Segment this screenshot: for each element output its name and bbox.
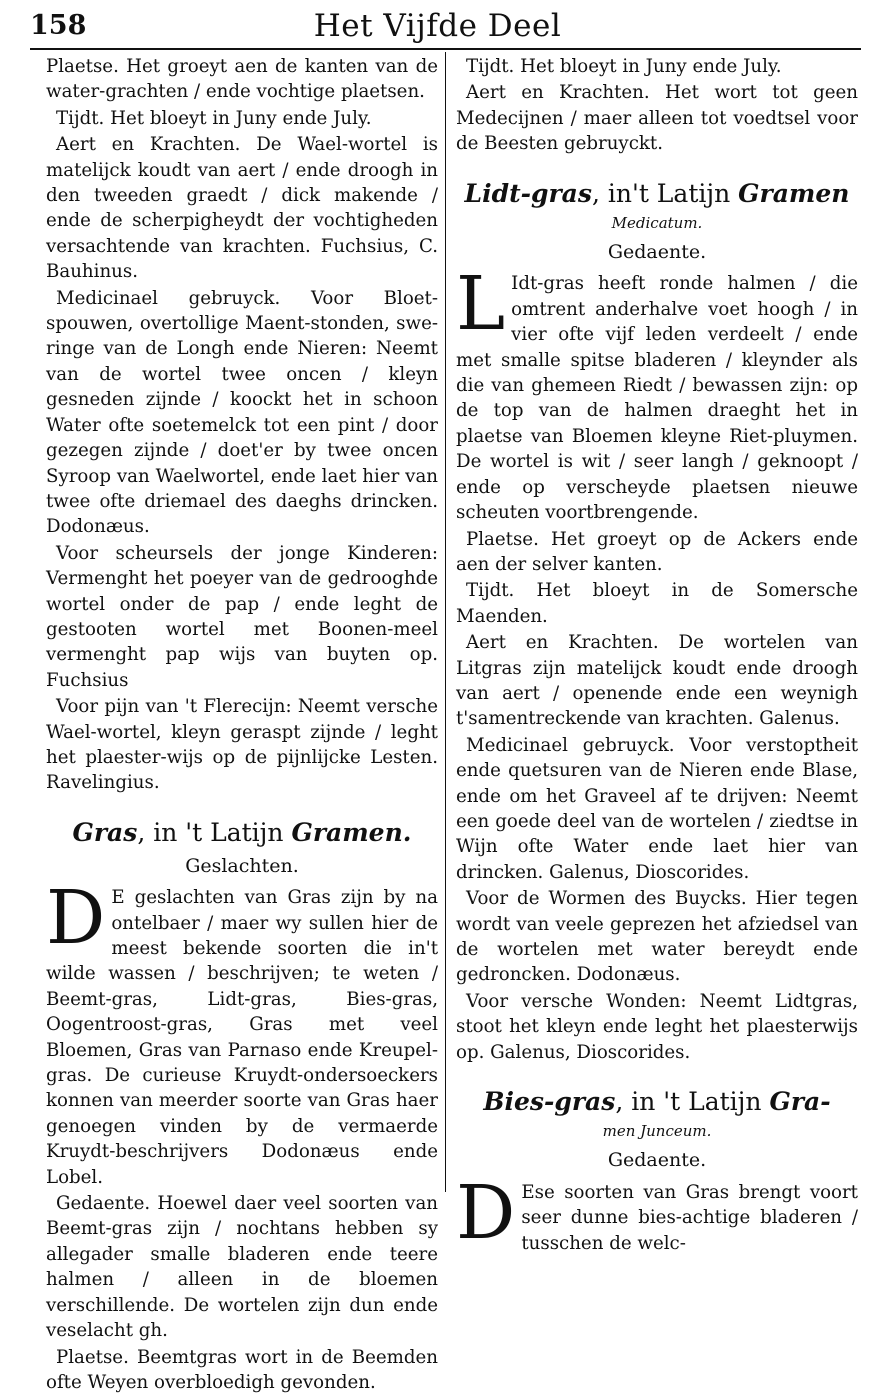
paragraph: Ese soorten van Gras brengt voort seer dunne bies-achtige bladeren / tusschen de welc- [521, 1181, 858, 1254]
paragraph-with-dropcap [46, 885, 438, 1191]
paragraph: Tijdt. Het bloeyt in de Somersche Maenden. [456, 580, 858, 627]
paragraph: Plaetse. Beemtgras wort in de Beemden ofte Weyen overbloedigh gevonden. [46, 1346, 438, 1393]
paragraph: Tijdt. Het bloeyt in Juny ende July. [56, 107, 372, 129]
paragraph: Aert en Krachten. De Wael-wortel is matelijck koudt van aert / ende droogh in den tweeden graedt / dick makende / ende de scherpigheydt der vochtigheden versachtende van krachten. Fuchsius, C. Bauhinus. [46, 134, 438, 283]
paragraph-with-dropcap [456, 1180, 858, 1257]
subheading: Gedaente. [607, 1149, 707, 1172]
paragraph: Tijdt. Het bloeyt in Juny ende July. [466, 56, 782, 77]
header-rule [30, 48, 861, 50]
subheading: Gedaente. [607, 241, 707, 264]
heading-italic: Bies-gras [483, 1087, 616, 1117]
section-heading-gras [46, 818, 438, 848]
paragraph: Voor de Wormen des Buycks. Hier tegen wordt van veele geprezen het afziedsel van de wortelen met water bereydt ende gedroncken. Dodonæus. [456, 888, 858, 986]
drop-cap: D [456, 1179, 516, 1256]
paragraph: Plaetse. Het groeyt op de Ackers ende aen der selver kanten. [456, 528, 858, 575]
left-column [46, 54, 438, 1396]
column-divider [445, 52, 446, 1192]
paragraph: Voor scheursels der jonge Kinderen: Vermenght het poeyer van de gedrooghde wortel onder de pap / ende leght de gestooten wortel met Boonen-meel vermenght pap wijs van buyten op. Fuchsius [46, 542, 438, 691]
heading-italic: Lidt-gras [464, 178, 592, 208]
paragraph: E geslachten van Gras zijn by na ontelbaer / maer wy sullen hier de meest bekende soorten die in't wilde wassen / beschrijven; te weten / Beemt-gras, Lidt-gras, Bies-gras, Oogentroost-gras, Gras met veel Bloemen, Gras van Parnaso ende Kreupel-gras. De curieuse Kruydt-ondersoeckers konnen van meerder soorte van Gras haer genoegen vinden by de vermaerde Kruydt-beschrijvers Dodonæus ende Lobel. [46, 887, 438, 1188]
drop-cap: L [456, 271, 506, 348]
heading-italic: Gras [72, 817, 138, 847]
paragraph: Voor pijn van 't Flerecijn: Neemt versche Wael-wortel, kleyn geraspt zijnde / leght het plaester-wijs op de pijnlijcke Lesten. Ravelingius. [46, 696, 438, 794]
paragraph: Gedaente. Hoewel daer veel soorten van Beemt-gras zijn / nochtans hebben sy allegader smalle bladeren ende teere halmen / alleen in de bloemen verschillende. De wortelen zijn dun ende veselacht gh. [46, 1193, 438, 1342]
heading-latin: Gra- [769, 1087, 831, 1117]
paragraph-with-dropcap [456, 271, 858, 526]
paragraph: Aert en Krachten. Het wort tot geen Medecijnen / maer alleen tot voedtsel voor de Beesten gebruyckt. [456, 82, 858, 155]
section-heading-bies-gras [456, 1087, 858, 1117]
paragraph: Plaetse. Het groeyt aen de kanten van de water-grachten / ende vochtige plaetsen. [46, 56, 438, 103]
heading-latin: Gramen [738, 178, 850, 208]
heading-latin-sub: Medicatum. [611, 213, 703, 232]
running-head: Het Vijfde Deel [313, 8, 562, 44]
page-number: 158 [30, 10, 87, 41]
section-heading-lidt-gras [456, 179, 858, 209]
heading-text: , in't Latijn [591, 178, 731, 208]
paragraph: Aert en Krachten. De wortelen van Litgras zijn matelijck koudt ende droogh van aert / openende ende een weynigh t'samentreckende van krachten. Galenus. [456, 632, 858, 730]
paragraph: Medicinael gebruyck. Voor Bloet-spouwen, overtollige Maent-stonden, sweringe van de Longh ende Nieren: Neemt van de wortel twee oncen / kleyn gesneden zijnde / koockt het in schoon Water ofte soetemelck tot een pint / door gezegen zijnde / doet'er by twee oncen Syroop van Waelwortel, ende laet hier van twee ofte driemael des daeghs drincken. Dodonæus. [46, 287, 438, 538]
heading-latin: Gramen. [291, 817, 412, 847]
paragraph: Idt-gras heeft ronde halmen / die omtrent anderhalve voet hoogh / in vier ofte vijf leden verdeelt / ende met smalle spitse bladeren / kleynder als die van ghemeen Riedt / bewassen zijn: op de top van de halmen draeght het in plaetse van Bloemen kleyne Riet-pluymen. De wortel is wit / seer langh / geknoopt / ende op verscheyde plaetsen nieuwe scheuten voortbrengende. [456, 273, 858, 524]
heading-text: , in 't Latijn [615, 1087, 762, 1117]
right-column [456, 54, 858, 1257]
heading-text: , in 't Latijn [137, 817, 284, 847]
subheading: Geslachten. [185, 854, 299, 877]
drop-cap: D [46, 885, 106, 962]
paragraph: Medicinael gebruyck. Voor verstoptheit ende quetsuren van de Nieren ende Blase, ende om het Graveel af te drijven: Neemt een goede deel van de wortelen / ziedtse in Wijn ofte Water ende laet hier van drincken. Galenus, Dioscorides. [456, 734, 858, 883]
heading-latin-sub: men Junceum. [602, 1122, 712, 1141]
paragraph: Voor versche Wonden: Neemt Lidtgras, stoot het kleyn ende leght het plaesterwijs op. Galenus, Dioscorides. [456, 990, 858, 1063]
